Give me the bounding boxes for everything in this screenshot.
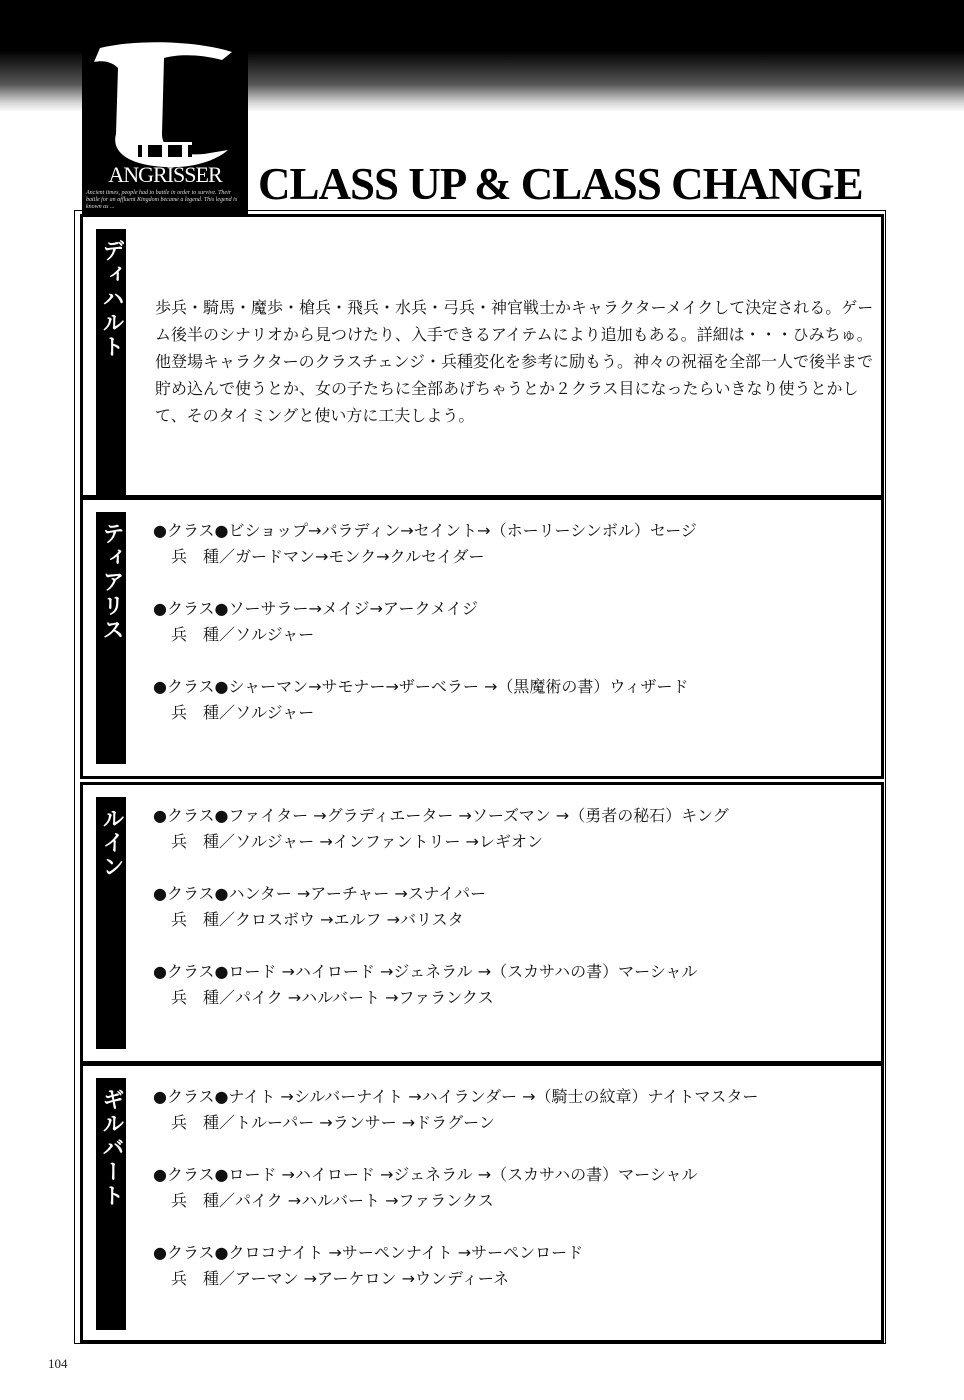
angrisser-logo [82, 38, 248, 214]
section-name-bar [96, 229, 126, 497]
class-entries [153, 803, 873, 1037]
troop-type-line: 兵 種／トルーパー →ランサー →ドラグーン [171, 1113, 495, 1132]
class-entry [153, 1240, 873, 1292]
page-title: CLASS UP & CLASS CHANGE [258, 159, 863, 209]
class-line: ●クラス●ロード →ハイロード →ジェネラル →（スカサハの書）マーシャル [153, 962, 698, 981]
section-name: ティアリス [99, 522, 124, 642]
section-ruin [80, 782, 884, 1064]
troop-type-line: 兵 種／ソルジャー [171, 625, 315, 644]
class-entry [153, 881, 873, 933]
class-entries [153, 518, 873, 752]
section-dihalt [80, 214, 884, 498]
troop-type-line: 兵 種／クロスボウ →エルフ →バリスタ [171, 910, 464, 929]
section-gilbert [80, 1063, 884, 1343]
class-entry [153, 674, 873, 726]
class-line: ●クラス●クロコナイト →サーペンナイト →サーペンロード [153, 1243, 584, 1262]
troop-type-line: 兵 種／ソルジャー →インファントリー →レギオン [171, 832, 543, 851]
class-line: ●クラス●ソーサラー→メイジ→アークメイジ [153, 599, 478, 618]
class-line: ●クラス●ハンター →アーチャー →スナイパー [153, 884, 487, 903]
class-entry [153, 596, 873, 648]
class-line: ●クラス●シャーマン→サモナー→ザーベラー →（黒魔術の書）ウィザード [153, 677, 689, 696]
page-number: 104 [48, 1356, 68, 1371]
class-line: ●クラス●ナイト →シルバーナイト →ハイランダー →（騎士の紋章）ナイトマスター [153, 1087, 759, 1106]
section-name-bar [96, 797, 126, 1049]
section-tiaris [80, 497, 884, 779]
logo-tagline: Ancient times, people had to battle in order to survive. Their battle for an affluent Kingdom became a legend. This legend is known as ... [86, 190, 238, 210]
class-entry [153, 1162, 873, 1214]
troop-type-line: 兵 種／ガードマン→モンク→クルセイダー [171, 547, 485, 566]
class-line: ●クラス●ファイター →グラディエーター →ソーズマン →（勇者の秘石）キング [153, 806, 729, 825]
troop-type-line: 兵 種／アーマン →アーケロン →ウンディーネ [171, 1269, 509, 1288]
section-name: ギルバート [99, 1088, 124, 1208]
logo-wordmark: ANGRISSER [108, 162, 222, 187]
section-name: ルイン [99, 807, 124, 879]
section-name-bar [96, 512, 126, 764]
section-name: ディハルト [99, 239, 124, 359]
class-entry [153, 803, 873, 855]
class-entries [153, 1084, 873, 1318]
troop-type-line: 兵 種／パイク →ハルバート →ファランクス [171, 1191, 494, 1210]
section-name-bar [96, 1078, 126, 1330]
class-entry [153, 1084, 873, 1136]
class-entry [153, 518, 873, 570]
class-entry [153, 959, 873, 1011]
class-line: ●クラス●ビショップ→パラディン→セイント→（ホーリーシンボル）セージ [153, 521, 697, 540]
intro-paragraph: 歩兵・騎馬・魔歩・槍兵・飛兵・水兵・弓兵・神官戦士かキャラクターメイクして決定される。ゲーム後半のシナリオから見つけたり、入手できるアイテムにより追加もある。詳細は・・・ひみちゅ。他登場キャラクターのクラスチェンジ・兵種変化を参考に励もう。神々の祝福を全部一人で後半まで貯め込んで使うとか、女の子たちに全部あげちゃうとか２クラス目になったらいきなり使うとかして、そのタイミングと使い方に工夫しよう。 [155, 298, 874, 425]
class-line: ●クラス●ロード →ハイロード →ジェネラル →（スカサハの書）マーシャル [153, 1165, 698, 1184]
troop-type-line: 兵 種／パイク →ハルバート →ファランクス [171, 988, 494, 1007]
troop-type-line: 兵 種／ソルジャー [171, 703, 315, 722]
